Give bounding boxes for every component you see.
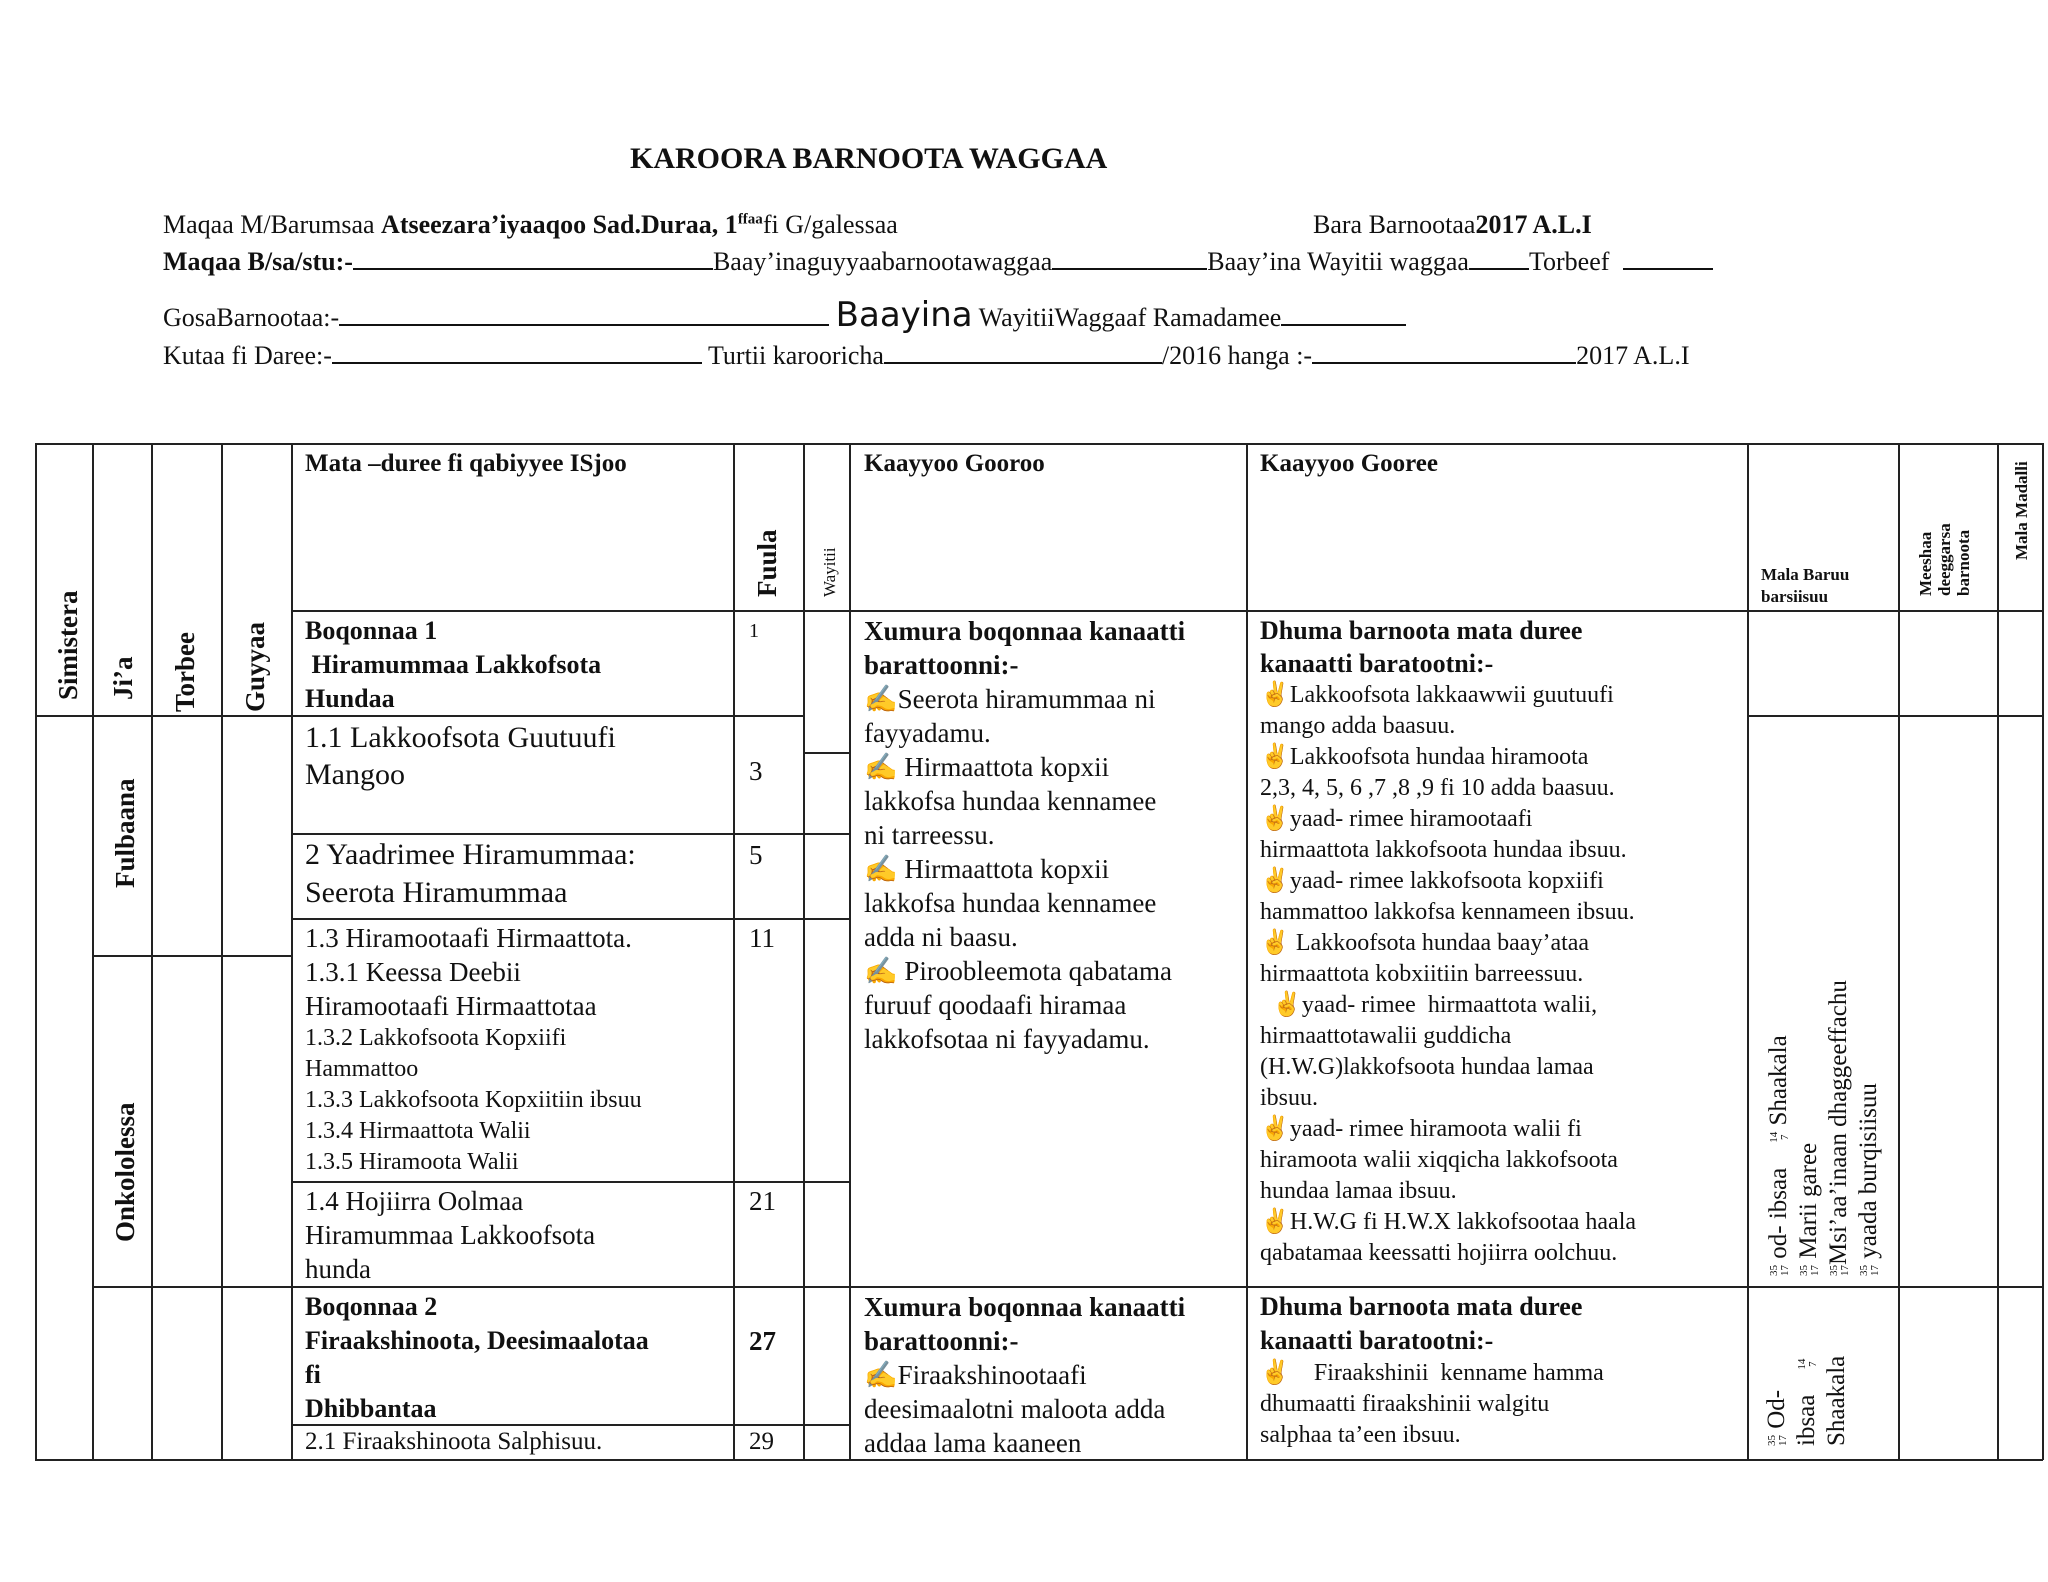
grid-line: [1747, 715, 2043, 717]
header-line-4: [163, 340, 1689, 371]
unit2-heading-line: Firaakshinoota, Deesimaalotaa: [305, 1326, 649, 1355]
gooree-line: hundaa lamaa ibsuu.: [1260, 1178, 1457, 1204]
school-sup: ffaa: [737, 211, 763, 228]
school-days-label: Baay’inaguyyaabarnootawaggaa: [712, 247, 1053, 276]
gooroo-line: fayyadamu.: [864, 718, 991, 748]
unit2-mala: [1762, 1356, 1852, 1446]
lesson-1-3-page: 11: [749, 923, 775, 953]
header-line-2: [163, 246, 1713, 277]
lesson-line: hunda: [305, 1254, 371, 1284]
unit1-mala: [1764, 980, 1884, 1276]
school-suffix: fi G/galessaa: [762, 210, 898, 239]
school-name: Atseezara’iyaaqoo Sad.Duraa, 1: [381, 210, 738, 239]
lesson-1-4-page: 21: [749, 1186, 776, 1216]
unit2-heading: [305, 1290, 649, 1426]
year-block: [1313, 210, 1592, 240]
grid-line: [151, 443, 153, 1460]
gooree-line: ✌yaad- rimee lakkofsoota kopxiifi: [1260, 868, 1604, 894]
gooroo-line: addaa lama kaaneen: [864, 1428, 1082, 1458]
grid-line: [291, 1181, 849, 1183]
col-header-wayitii: Wayitii: [820, 547, 839, 597]
gooroo-line: lakkofsotaa ni fayyadamu.: [864, 1024, 1150, 1054]
lesson-1-2-page: 5: [749, 840, 763, 870]
gooroo-line: ✍Seerota hiramummaa ni: [864, 684, 1156, 714]
gooroo-line: adda ni baasu.: [864, 922, 1018, 952]
gooroo-heading: barattoonni:-: [864, 650, 1019, 680]
grid-line: [92, 955, 291, 957]
unit1-heading-line: Hundaa: [305, 684, 395, 713]
year-value: 2017 A.L.I: [1475, 210, 1592, 239]
lesson-line: 2 Yaadrimee Hiramummaa:: [305, 838, 636, 871]
gooree-line: (H.W.G)lakkofsoota hundaa lamaa: [1260, 1054, 1594, 1080]
gooree-line: ✌ Lakkoofsota hundaa baay’ataa: [1260, 930, 1590, 956]
blank-line: [1281, 302, 1406, 326]
gooree-line: hirmaattota kobxiitiin barreessuu.: [1260, 961, 1584, 987]
col-header-simistera: Simistera: [53, 590, 83, 700]
gooroo-heading: Xumura boqonnaa kanaatti: [864, 616, 1186, 646]
blank-line: [353, 246, 713, 270]
month-onkololessa: Onkololessa: [110, 1102, 140, 1242]
gooree-heading: Dhuma barnoota mata duree: [1260, 1292, 1583, 1321]
lesson-line: 1.3.4 Hirmaattota Walii: [305, 1118, 531, 1144]
lesson-line: Mangoo: [305, 758, 405, 791]
mala-item: Shaakala: [1823, 1355, 1850, 1446]
gooroo-heading: Xumura boqonnaa kanaatti: [864, 1292, 1186, 1322]
lesson-line: 1.3 Hiramootaafi Hirmaattota.: [305, 923, 632, 953]
mala-item: 35 17 Od-: [1763, 1389, 1790, 1446]
lesson-line: 1.3.5 Hiramoota Walii: [305, 1149, 519, 1175]
unit1-heading-line: Hiramummaa Lakkofsota: [305, 650, 602, 679]
until-label: /2016 hanga :-: [1161, 341, 1313, 370]
teacher-label: Maqaa M/Barumsaa: [163, 210, 382, 239]
gooree-line: ✌yaad- rimee hirmaattota walii,: [1260, 992, 1598, 1018]
subject-label: GosaBarnootaa:-: [163, 303, 340, 332]
mala-item: 35 17 Marii garee: [1795, 1142, 1822, 1276]
col-header-fuula: Fuula: [752, 529, 782, 597]
gooree-heading: kanaatti baratootni:-: [1260, 1326, 1494, 1355]
grid-line: [92, 1286, 2043, 1288]
blank-line: [339, 302, 829, 326]
grid-line: [733, 443, 735, 1460]
grid-line: [291, 918, 849, 920]
unit2-heading-line: fi: [305, 1360, 321, 1389]
lesson-1-1-page: 3: [749, 756, 763, 786]
grid-line: [291, 833, 849, 835]
unit2-gooree: [1260, 1290, 1604, 1451]
grid-line: [35, 443, 37, 1460]
col-header-mala-madalli: Mala Madalli: [2012, 461, 2031, 560]
gooree-line: ✌Lakkoofsota lakkaawwii guutuufi: [1260, 682, 1614, 708]
grid-line: [1747, 443, 1749, 1460]
gooree-line: ✌H.W.G fi H.W.X lakkofsootaa haala: [1260, 1209, 1637, 1235]
grid-line: [1246, 443, 1248, 1460]
grid-line: [1898, 443, 1900, 1460]
unit2-heading-line: Dhibbantaa: [305, 1394, 437, 1423]
lesson-2-1-page: 29: [749, 1428, 774, 1455]
duration-label: Turtii karooricha: [707, 341, 884, 370]
lesson-line: 1.3.2 Lakkofsoota Kopxiifi: [305, 1025, 567, 1051]
gooree-line: ✌yaad- rimee hiramootaafi: [1260, 806, 1533, 832]
blank-line: [1312, 340, 1576, 364]
weekly-label: Torbeef: [1528, 247, 1610, 276]
col-header-guyyaa: Guyyaa: [240, 621, 270, 712]
grid-line: [35, 715, 291, 717]
col-header-mala-baruu: Mala Baruu barsiisuu: [1761, 565, 1850, 606]
grid-line: [803, 443, 805, 1460]
gooroo-line: ✍ Hirmaattota kopxii: [864, 752, 1110, 782]
gooree-line: ibsuu.: [1260, 1085, 1319, 1111]
yearly-periods-label: Baay’ina Wayitii waggaa: [1207, 247, 1469, 276]
mala-item: 35 17 yaada burqisiisuu: [1855, 1083, 1882, 1276]
blank-line: [1623, 246, 1713, 270]
gooree-line: qabatamaa keessatti hojiirra oolchuu.: [1260, 1240, 1618, 1266]
unit1-gooree: [1260, 614, 1636, 1269]
unit1-page: 1: [749, 620, 759, 642]
gooroo-line: ni tarreessu.: [864, 820, 995, 850]
gooree-line: hiramoota walii xiqqicha lakkofsoota: [1260, 1147, 1618, 1173]
grade-label: Kutaa fi Daree:-: [163, 341, 332, 370]
document-title: KAROORA BARNOOTA WAGGAA: [630, 142, 1108, 175]
gooree-heading: kanaatti baratootni:-: [1260, 649, 1494, 678]
lesson-1-4: [305, 1184, 595, 1286]
gooree-line: hirmaattotawalii guddicha: [1260, 1023, 1512, 1049]
grid-line: [35, 443, 2043, 445]
grid-line: [2042, 443, 2044, 1460]
col-header-jia: Ji’a: [108, 656, 138, 700]
blank-line: [1052, 246, 1207, 270]
col-header-mata: Mata –duree fi qabiyyee ISjoo: [305, 450, 627, 477]
gooree-line: 2,3, 4, 5, 6 ,7 ,8 ,9 fi 10 adda baasuu.: [1260, 775, 1615, 801]
gooroo-line: deesimaalotni maloota adda: [864, 1394, 1166, 1424]
grid-line: [291, 610, 2043, 612]
lesson-1-3: [305, 921, 642, 1178]
subject-teacher-label: Maqaa B/sa/stu:-: [163, 247, 353, 276]
gooree-line: dhumaatti firaakshinii walgitu: [1260, 1391, 1550, 1417]
gooree-line: salphaa ta’een ibsuu.: [1260, 1422, 1461, 1448]
mala-item: 35 17 od- ibsaa 14 7 Shaakala: [1765, 1035, 1792, 1276]
gooree-line: mango adda baasuu.: [1260, 713, 1456, 739]
year-label: Bara Barnootaa: [1313, 210, 1476, 239]
lesson-1-1: [305, 719, 616, 793]
gooree-line: hammattoo lakkofsa kennameen ibsuu.: [1260, 899, 1635, 925]
mala-item: 35 17Msi’aa’inaan dhaggeeffachu: [1825, 980, 1852, 1276]
col-header-meeshaa: Meeshaa deeggarsa barnoota: [1916, 523, 1973, 596]
blank-line: [332, 340, 702, 364]
col-header-kaayyoo-gooree: Kaayyoo Gooree: [1260, 450, 1438, 477]
unit1-heading-line: Boqonnaa 1: [305, 616, 438, 645]
gooroo-heading: barattoonni:-: [864, 1326, 1019, 1356]
gooroo-line: ✍ Hirmaattota kopxii: [864, 854, 1110, 884]
lesson-line: Hiramummaa Lakkoofsota: [305, 1220, 596, 1250]
col-header-torbee: Torbee: [170, 632, 200, 712]
gooree-line: ✌Lakkoofsota hundaa hiramoota: [1260, 744, 1589, 770]
gooree-line: ✌yaad- rimee hiramoota walii fi: [1260, 1116, 1582, 1142]
grid-line: [849, 443, 851, 1460]
unit1-gooroo: [864, 614, 1185, 1056]
blank-line: [1469, 246, 1529, 270]
lesson-line: Hiramootaafi Hirmaattotaa: [305, 991, 597, 1021]
header-line-1: [163, 210, 898, 240]
unit2-heading-line: Boqonnaa 2: [305, 1292, 438, 1321]
lesson-line: 1.4 Hojiirra Oolmaa: [305, 1186, 524, 1216]
grid-line: [92, 443, 94, 1460]
lesson-1-2: [305, 836, 636, 912]
count-label-big: Baayina: [835, 295, 973, 335]
lesson-line: Hammattoo: [305, 1056, 419, 1082]
lesson-line: 1.3.1 Keessa Deebii: [305, 957, 521, 987]
gooree-heading: Dhuma barnoota mata duree: [1260, 616, 1583, 645]
grid-line: [1997, 443, 1999, 1460]
unit1-heading: [305, 614, 601, 716]
blank-line: [884, 340, 1162, 364]
unit2-gooroo: [864, 1290, 1185, 1460]
gooroo-line: lakkofsa hundaa kennamee: [864, 888, 1157, 918]
grid-line: [291, 443, 293, 1460]
lesson-line: 1.1 Lakkoofsota Guutuufi: [305, 721, 616, 754]
grid-line: [221, 443, 223, 1460]
month-fulbaana: Fulbaana: [110, 778, 140, 888]
gooroo-line: ✍Firaakshinootaafi: [864, 1360, 1087, 1390]
end-year: 2017 A.L.I: [1576, 341, 1690, 370]
col-header-kaayyoo-gooroo: Kaayyoo Gooroo: [864, 450, 1045, 477]
lesson-line: Seerota Hiramummaa: [305, 876, 568, 909]
mala-item: ibsaa 14 7: [1793, 1358, 1820, 1446]
lesson-line: 1.3.3 Lakkofsoota Kopxiitiin ibsuu: [305, 1087, 642, 1113]
grid-line: [803, 752, 849, 754]
unit2-page: 27: [749, 1326, 776, 1356]
lesson-2-1: 2.1 Firaakshinoota Salphisuu.: [305, 1428, 603, 1455]
gooroo-line: furuuf qoodaafi hiramaa: [864, 990, 1127, 1020]
gooroo-line: ✍ Piroobleemota qabatama: [864, 956, 1173, 986]
gooree-line: ✌ Firaakshinii kenname hamma: [1260, 1360, 1604, 1386]
gooree-line: hirmaattota lakkofsoota hundaa ibsuu.: [1260, 837, 1627, 863]
header-line-3: [163, 295, 1406, 335]
gooroo-line: lakkofsa hundaa kennamee: [864, 786, 1157, 816]
count-label-rest: WayitiiWaggaaf Ramadamee: [972, 303, 1282, 332]
